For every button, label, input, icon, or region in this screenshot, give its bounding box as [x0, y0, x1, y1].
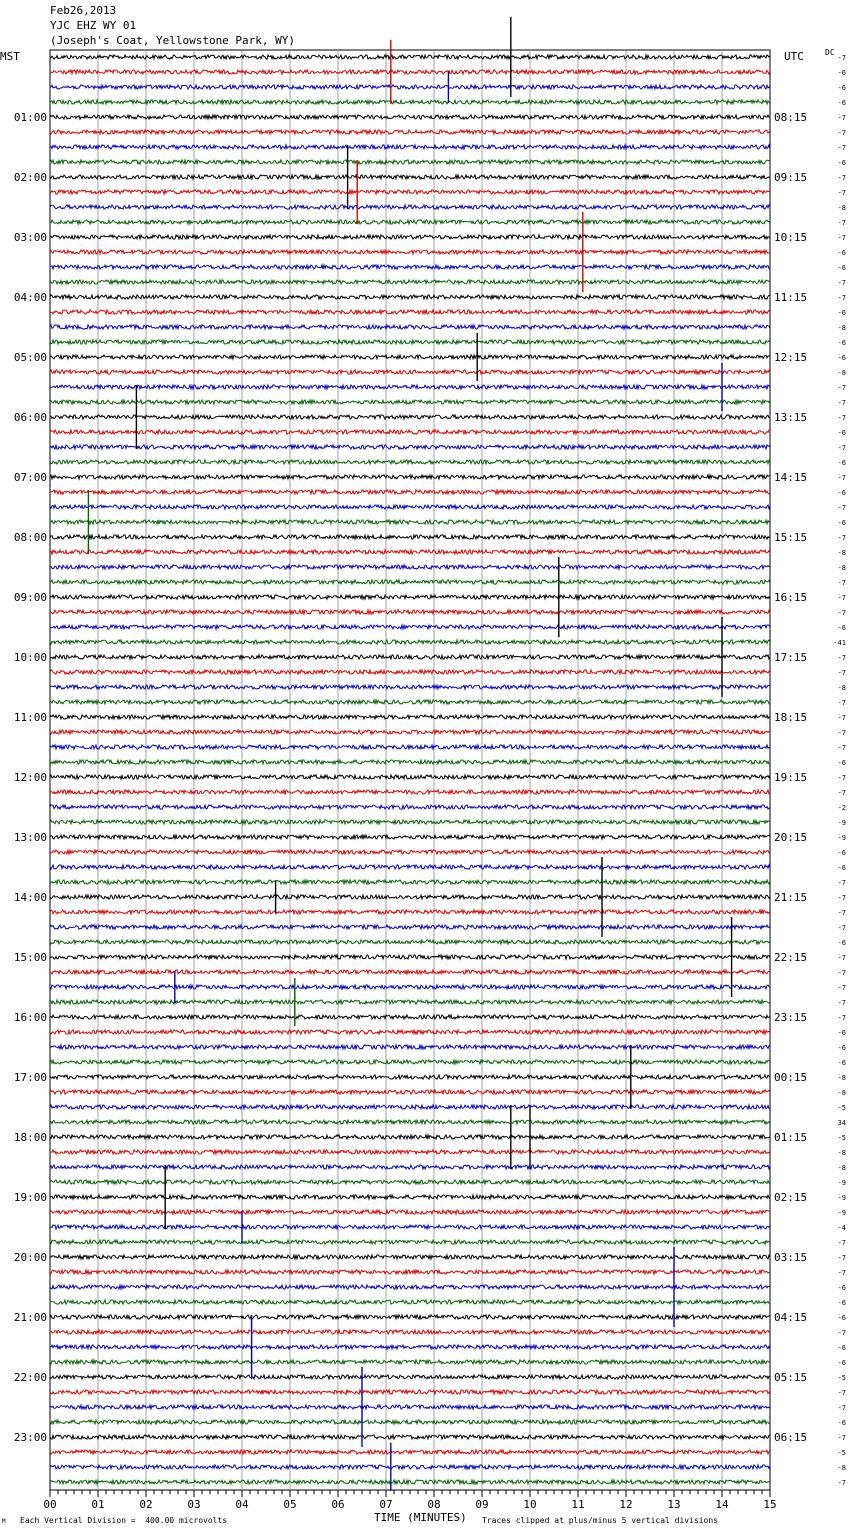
trace-59: [50, 940, 770, 944]
dc-offset-label: -7: [837, 1434, 846, 1442]
dc-offset-label: -8: [837, 204, 846, 212]
x-tick-label: 13: [667, 1498, 681, 1511]
trace-24: [50, 415, 770, 419]
dc-offset-label: -6: [837, 864, 846, 872]
dc-offset-label: -9: [837, 819, 846, 827]
dc-offset-label: -6: [837, 759, 846, 767]
dc-offset-label: -6: [837, 1029, 846, 1037]
dc-offset-label: -7: [837, 714, 846, 722]
mst-hour-label: 01:00: [13, 111, 47, 124]
mst-hour-label: 03:00: [13, 231, 47, 244]
trace-44: [50, 715, 770, 719]
trace-90: [50, 1405, 770, 1409]
utc-hour-label: 08:15: [774, 111, 808, 124]
trace-1: [50, 70, 770, 74]
dc-offset-label: -7: [837, 744, 846, 752]
trace-21: [50, 370, 770, 374]
mst-hour-label: 20:00: [13, 1251, 47, 1264]
utc-hour-label: 06:15: [774, 1431, 808, 1444]
dc-offset-label: -7: [837, 144, 846, 152]
dc-offset-label: -6: [837, 339, 846, 347]
dc-offset-label: -8: [837, 1074, 846, 1082]
utc-label: UTC: [784, 50, 804, 63]
trace-3: [50, 100, 770, 104]
trace-30: [50, 505, 770, 509]
dc-offset-label: -7: [837, 774, 846, 782]
mst-hour-label: 14:00: [13, 891, 47, 904]
dc-offset-label: -6: [837, 99, 846, 107]
scale-note: Each Vertical Division = 400.00 microvolts: [20, 1516, 228, 1525]
utc-hour-label: 04:15: [774, 1311, 808, 1324]
utc-hour-label: 01:15: [774, 1131, 808, 1144]
utc-hour-label: 12:15: [774, 351, 808, 364]
utc-hour-label: 21:15: [774, 891, 808, 904]
x-tick-label: 11: [571, 1498, 585, 1511]
dc-offset-label: -7: [837, 219, 846, 227]
dc-offset-label: -8: [837, 1089, 846, 1097]
trace-86: [50, 1345, 770, 1349]
trace-19: [50, 340, 770, 344]
trace-33: [50, 550, 770, 554]
trace-88: [50, 1375, 770, 1379]
trace-67: [50, 1060, 770, 1064]
dc-offset-label: -8: [837, 1164, 846, 1172]
trace-38: [50, 625, 770, 629]
trace-45: [50, 730, 770, 734]
trace-49: [50, 790, 770, 794]
dc-offset-label: -7: [837, 999, 846, 1007]
x-tick-label: 15: [763, 1498, 777, 1511]
trace-73: [50, 1150, 770, 1154]
trace-91: [50, 1420, 770, 1424]
trace-55: [50, 880, 770, 884]
dc-offset-label: -8: [837, 564, 846, 572]
trace-40: [50, 655, 770, 659]
dc-offset-label: -9: [837, 834, 846, 842]
dc-offset-label: -7: [837, 234, 846, 242]
trace-32: [50, 535, 770, 539]
utc-hour-label: 22:15: [774, 951, 808, 964]
trace-78: [50, 1225, 770, 1229]
dc-offset-label: -7: [837, 444, 846, 452]
dc-offset-label: -7: [837, 294, 846, 302]
trace-16: [50, 295, 770, 299]
dc-offset-label: -7: [837, 654, 846, 662]
dc-offset-label: -7: [837, 1254, 846, 1262]
dc-offset-label: -7: [837, 279, 846, 287]
mst-hour-label: 21:00: [13, 1311, 47, 1324]
dc-offset-label: -7: [837, 174, 846, 182]
trace-52: [50, 835, 770, 839]
trace-10: [50, 205, 770, 209]
dc-offset-label: -6: [837, 84, 846, 92]
dc-offset-label: -41: [833, 639, 846, 647]
dc-offset-label: -6: [837, 159, 846, 167]
utc-hour-label: 11:15: [774, 291, 808, 304]
trace-92: [50, 1435, 770, 1439]
dc-offset-label: -7: [837, 954, 846, 962]
dc-offset-label: -7: [837, 1239, 846, 1247]
trace-12: [50, 235, 770, 239]
dc-offset-label: -7: [837, 1014, 846, 1022]
dc-offset-label: -7: [837, 924, 846, 932]
trace-77: [50, 1210, 770, 1214]
dc-offset-label: -6: [837, 1059, 846, 1067]
dc-offset-label: -8: [837, 1149, 846, 1157]
trace-26: [50, 445, 770, 449]
utc-hour-label: 13:15: [774, 411, 808, 424]
trace-60: [50, 955, 770, 959]
dc-offset-label: -7: [837, 909, 846, 917]
dc-offset-label: -8: [837, 549, 846, 557]
dc-offset-label: -7: [837, 894, 846, 902]
dc-offset-label: -9: [837, 1179, 846, 1187]
corner-mark: M: [2, 1518, 6, 1525]
mst-hour-label: 15:00: [13, 951, 47, 964]
utc-hour-label: 16:15: [774, 591, 808, 604]
trace-35: [50, 580, 770, 584]
dc-offset-label: -6: [837, 939, 846, 947]
dc-offset-label: -7: [837, 534, 846, 542]
dc-offset-label: -6: [837, 264, 846, 272]
x-tick-label: 12: [619, 1498, 633, 1511]
dc-offset-label: -7: [837, 1269, 846, 1277]
dc-offset-label: -7: [837, 504, 846, 512]
trace-11: [50, 220, 770, 224]
dc-offset-label: -7: [837, 54, 846, 62]
dc-offset-label: -6: [837, 459, 846, 467]
utc-hour-label: 23:15: [774, 1011, 808, 1024]
dc-offset-label: -6: [837, 1284, 846, 1292]
trace-15: [50, 280, 770, 284]
x-tick-label: 02: [139, 1498, 153, 1511]
trace-79: [50, 1240, 770, 1244]
trace-20: [50, 355, 770, 359]
utc-hour-label: 20:15: [774, 831, 808, 844]
dc-offset-label: -7: [837, 729, 846, 737]
dc-offset-label: -2: [837, 804, 846, 812]
trace-93: [50, 1450, 770, 1454]
trace-85: [50, 1330, 770, 1334]
trace-5: [50, 130, 770, 134]
trace-9: [50, 190, 770, 194]
dc-offset-label: -7: [837, 114, 846, 122]
mst-hour-label: 16:00: [13, 1011, 47, 1024]
trace-69: [50, 1090, 770, 1094]
mst-hour-label: 23:00: [13, 1431, 47, 1444]
dc-label: DC: [825, 48, 835, 57]
dc-offset-label: 34: [837, 1119, 846, 1127]
dc-offset-label: -8: [837, 1464, 846, 1472]
dc-offset-label: -5: [837, 1134, 846, 1142]
trace-34: [50, 565, 770, 569]
trace-14: [50, 265, 770, 269]
dc-offset-label: -7: [837, 474, 846, 482]
trace-80: [50, 1255, 770, 1259]
mst-hour-label: 10:00: [13, 651, 47, 664]
mst-label: MST: [0, 50, 20, 63]
trace-39: [50, 640, 770, 644]
mst-hour-label: 22:00: [13, 1371, 47, 1384]
dc-offset-label: -6: [837, 1344, 846, 1352]
dc-offset-label: -6: [837, 1419, 846, 1427]
x-tick-label: 01: [91, 1498, 105, 1511]
utc-hour-label: 19:15: [774, 771, 808, 784]
header-location: (Joseph's Coat, Yellowstone Park, WY): [50, 34, 296, 47]
trace-46: [50, 745, 770, 749]
trace-83: [50, 1300, 770, 1304]
x-axis-title: TIME (MINUTES): [374, 1511, 467, 1524]
mst-hour-label: 11:00: [13, 711, 47, 724]
trace-27: [50, 460, 770, 464]
dc-offset-label: -5: [837, 1449, 846, 1457]
trace-13: [50, 250, 770, 254]
dc-offset-label: -9: [837, 1194, 846, 1202]
trace-8: [50, 175, 770, 179]
trace-50: [50, 805, 770, 809]
trace-48: [50, 775, 770, 779]
dc-offset-label: -8: [837, 684, 846, 692]
dc-offset-label: -6: [837, 519, 846, 527]
trace-47: [50, 760, 770, 764]
dc-offset-label: -7: [837, 414, 846, 422]
trace-4: [50, 115, 770, 119]
dc-offset-label: -6: [837, 489, 846, 497]
mst-hour-label: 08:00: [13, 531, 47, 544]
dc-offset-label: -6: [837, 429, 846, 437]
trace-54: [50, 865, 770, 869]
trace-23: [50, 400, 770, 404]
trace-74: [50, 1165, 770, 1169]
trace-25: [50, 430, 770, 434]
x-tick-label: 05: [283, 1498, 297, 1511]
dc-offset-label: -7: [837, 1329, 846, 1337]
mst-hour-label: 04:00: [13, 291, 47, 304]
trace-42: [50, 685, 770, 689]
trace-76: [50, 1195, 770, 1199]
utc-hour-label: 02:15: [774, 1191, 808, 1204]
utc-hour-label: 14:15: [774, 471, 808, 484]
trace-72: [50, 1135, 770, 1139]
trace-41: [50, 670, 770, 674]
trace-89: [50, 1390, 770, 1394]
dc-offset-label: -6: [837, 1299, 846, 1307]
utc-hour-label: 05:15: [774, 1371, 808, 1384]
header-date: Feb26,2013: [50, 4, 117, 17]
trace-2: [50, 85, 770, 89]
mst-hour-label: 06:00: [13, 411, 47, 424]
utc-hour-label: 09:15: [774, 171, 808, 184]
trace-82: [50, 1285, 770, 1289]
dc-offset-label: -7: [837, 879, 846, 887]
trace-66: [50, 1045, 770, 1049]
mst-hour-label: 09:00: [13, 591, 47, 604]
dc-offset-label: -8: [837, 324, 846, 332]
x-tick-label: 09: [475, 1498, 489, 1511]
trace-31: [50, 520, 770, 524]
trace-36: [50, 595, 770, 599]
trace-37: [50, 610, 770, 614]
dc-offset-label: -7: [837, 984, 846, 992]
dc-offset-label: -7: [837, 1479, 846, 1487]
mst-hour-label: 19:00: [13, 1191, 47, 1204]
dc-offset-label: -7: [837, 594, 846, 602]
dc-offset-label: -7: [837, 384, 846, 392]
mst-hour-label: 07:00: [13, 471, 47, 484]
dc-offset-label: -7: [837, 669, 846, 677]
dc-offset-label: -7: [837, 969, 846, 977]
trace-6: [50, 145, 770, 149]
dc-offset-label: -6: [837, 624, 846, 632]
dc-offset-label: -6: [837, 849, 846, 857]
mst-hour-label: 02:00: [13, 171, 47, 184]
trace-43: [50, 700, 770, 704]
trace-62: [50, 985, 770, 989]
mst-hour-label: 17:00: [13, 1071, 47, 1084]
dc-offset-label: -6: [837, 1044, 846, 1052]
x-tick-label: 14: [715, 1498, 729, 1511]
dc-offset-label: -8: [837, 369, 846, 377]
mst-hour-label: 12:00: [13, 771, 47, 784]
dc-offset-label: -4: [837, 1224, 846, 1232]
trace-53: [50, 850, 770, 854]
dc-offset-label: -6: [837, 1359, 846, 1367]
trace-84: [50, 1315, 770, 1319]
dc-offset-label: -7: [837, 399, 846, 407]
utc-hour-label: 15:15: [774, 531, 808, 544]
utc-hour-label: 10:15: [774, 231, 808, 244]
dc-offset-label: -7: [837, 789, 846, 797]
dc-offset-label: -5: [837, 1104, 846, 1112]
dc-offset-label: -6: [837, 1314, 846, 1322]
utc-hour-label: 03:15: [774, 1251, 808, 1264]
trace-29: [50, 490, 770, 494]
dc-offset-label: -7: [837, 189, 846, 197]
utc-hour-label: 00:15: [774, 1071, 808, 1084]
trace-95: [50, 1480, 770, 1484]
dc-offset-label: -7: [837, 1389, 846, 1397]
header-station: YJC EHZ WY 01: [50, 19, 137, 32]
trace-70: [50, 1105, 770, 1109]
trace-94: [50, 1465, 770, 1469]
trace-68: [50, 1075, 770, 1079]
trace-75: [50, 1180, 770, 1184]
x-tick-label: 06: [331, 1498, 345, 1511]
x-tick-label: 03: [187, 1498, 201, 1511]
trace-57: [50, 910, 770, 914]
trace-7: [50, 160, 770, 164]
trace-0: [50, 55, 770, 59]
dc-offset-label: -6: [837, 309, 846, 317]
clip-note: Traces clipped at plus/minus 5 vertical divisions: [482, 1516, 719, 1525]
trace-22: [50, 385, 770, 389]
dc-offset-label: -7: [837, 609, 846, 617]
trace-64: [50, 1015, 770, 1019]
trace-28: [50, 475, 770, 479]
mst-hour-label: 05:00: [13, 351, 47, 364]
dc-offset-label: -7: [837, 579, 846, 587]
x-tick-label: 08: [427, 1498, 441, 1511]
x-tick-label: 04: [235, 1498, 249, 1511]
trace-87: [50, 1360, 770, 1364]
utc-hour-label: 17:15: [774, 651, 808, 664]
trace-51: [50, 820, 770, 824]
x-tick-label: 07: [379, 1498, 393, 1511]
trace-61: [50, 970, 770, 974]
dc-offset-label: -6: [837, 69, 846, 77]
dc-offset-label: -6: [837, 354, 846, 362]
dc-offset-label: -7: [837, 699, 846, 707]
trace-81: [50, 1270, 770, 1274]
x-tick-label: 10: [523, 1498, 537, 1511]
mst-hour-label: 18:00: [13, 1131, 47, 1144]
trace-71: [50, 1120, 770, 1124]
trace-56: [50, 895, 770, 899]
trace-17: [50, 310, 770, 314]
dc-offset-label: -7: [837, 1404, 846, 1412]
trace-65: [50, 1030, 770, 1034]
mst-hour-label: 13:00: [13, 831, 47, 844]
dc-offset-label: -6: [837, 249, 846, 257]
dc-offset-label: -9: [837, 1209, 846, 1217]
trace-58: [50, 925, 770, 929]
utc-hour-label: 18:15: [774, 711, 808, 724]
trace-63: [50, 1000, 770, 1004]
x-tick-label: 00: [43, 1498, 57, 1511]
dc-offset-label: -5: [837, 1374, 846, 1382]
trace-18: [50, 325, 770, 329]
dc-offset-label: -7: [837, 129, 846, 137]
